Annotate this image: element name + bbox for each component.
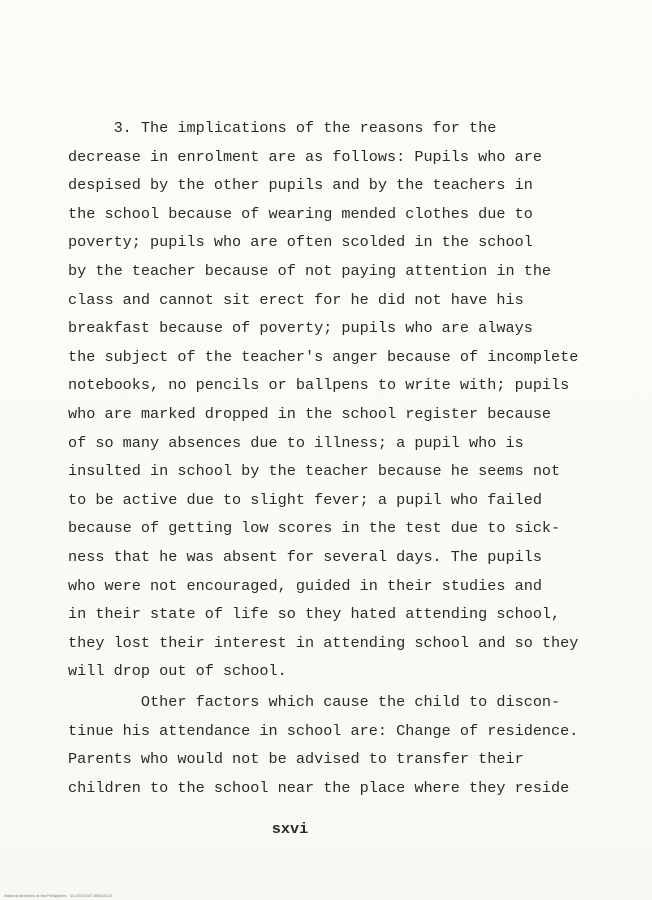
text-line: the school because of wearing mended clothes due to bbox=[68, 204, 533, 223]
text-line: class and cannot sit erect for he did not have his bbox=[68, 290, 524, 309]
text-line: in their state of life so they hated attending school, bbox=[68, 605, 561, 624]
text-line: insulted in school by the teacher because he seems not bbox=[68, 462, 561, 481]
page-number: sxvi bbox=[271, 820, 309, 838]
text-line: because of getting low scores in the test due to sick- bbox=[68, 519, 561, 538]
text-line: the subject of the teacher's anger because of incomplete bbox=[68, 347, 579, 366]
text-line: by the teacher because of not paying attention in the bbox=[68, 261, 552, 280]
text-line: ness that he was absent for several days. The pupils bbox=[68, 547, 542, 566]
text-line: who are marked dropped in the school register because bbox=[68, 404, 552, 423]
text-line: decrease in enrolment are as follows: Pupils who are bbox=[68, 147, 542, 166]
text-line: tinue his attendance in school are: Change of residence. bbox=[68, 721, 579, 740]
text-line: to be active due to slight fever; a pupil who failed bbox=[68, 490, 542, 509]
text-line: they lost their interest in attending school and so they bbox=[68, 633, 579, 652]
text-line: will drop out of school. bbox=[68, 662, 287, 681]
text-line: children to the school near the place where they reside bbox=[68, 778, 570, 797]
paragraph-implications bbox=[68, 114, 578, 686]
text-line: Parents who would not be advised to transfer their bbox=[68, 750, 524, 769]
text-line: despised by the other pupils and by the teachers in bbox=[68, 176, 533, 195]
paragraph-other-factors bbox=[68, 688, 578, 802]
text-line: of so many absences due to illness; a pupil who is bbox=[68, 433, 524, 452]
text-line: who were not encouraged, guided in their studies and bbox=[68, 576, 542, 595]
text-line: poverty; pupils who are often scolded in the school bbox=[68, 233, 533, 252]
archive-footer-note: National Archives of the Philippines · 10-07071/07-0082/0113 bbox=[4, 893, 113, 898]
text-line: 3. The implications of the reasons for the bbox=[68, 119, 497, 137]
text-line: breakfast because of poverty; pupils who are always bbox=[68, 319, 533, 338]
text-line: notebooks, no pencils or ballpens to write with; pupils bbox=[68, 376, 570, 395]
text-line: Other factors which cause the child to discon- bbox=[68, 693, 561, 711]
